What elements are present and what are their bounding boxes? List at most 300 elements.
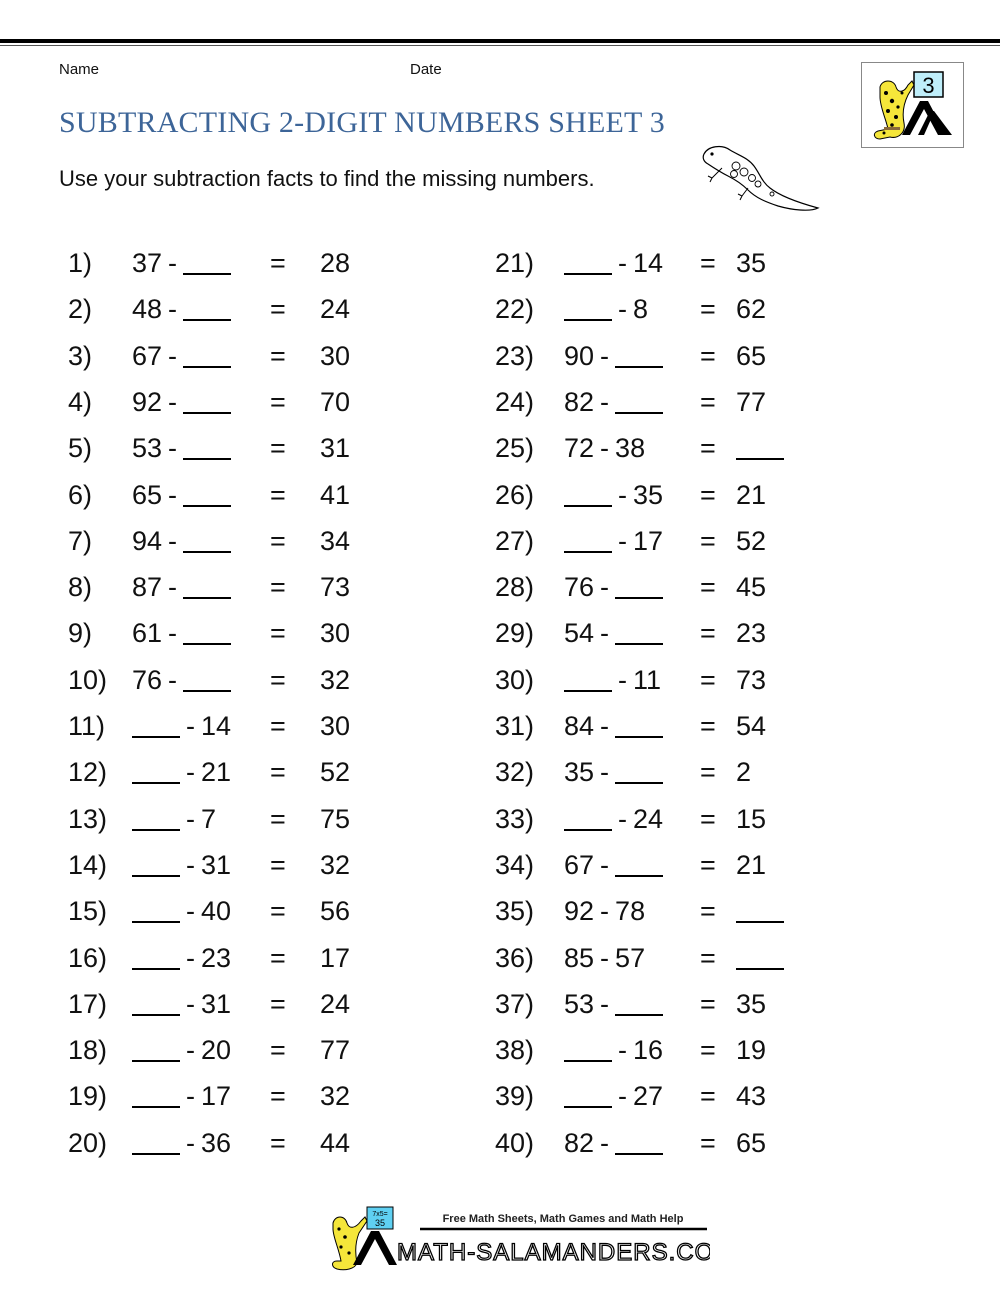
equals-sign: = [700,988,716,1019]
minuend: 61 [132,618,163,649]
minuend-blank[interactable] [564,289,612,321]
answer-value: 70 [320,386,351,417]
problem-number: 18) [68,1035,108,1066]
minus-sign: - [186,711,195,741]
problem-number: 11) [68,711,106,741]
answer-blank[interactable] [736,938,784,970]
subtrahend: 16 [633,1035,664,1066]
problem-25 [495,428,825,468]
problem-expression [132,1030,231,1070]
minuend: 65 [132,479,163,510]
top-rule-thin [0,45,1000,46]
answer-value: 30 [320,618,351,649]
minus-sign: - [600,433,610,464]
equals-sign: = [700,803,716,834]
problem-number: 9) [68,618,93,649]
problem-10 [68,660,398,700]
problem-expression [564,336,663,376]
subtrahend: 17 [633,525,664,556]
subtrahend: 11 [633,664,662,695]
equals-sign: = [700,248,716,278]
problem-expression [564,289,648,329]
subtrahend-blank[interactable] [183,428,231,460]
problem-number: 23) [495,340,535,371]
problem-7 [68,521,398,561]
problem-36 [495,938,825,978]
problem-number: 33) [495,803,535,834]
problem-expression [132,938,231,978]
subtrahend-blank[interactable] [615,752,663,784]
minuend: 48 [132,294,163,325]
answer-blank[interactable] [736,428,784,460]
equals-sign: = [270,711,286,741]
minuend: 54 [564,618,595,649]
problem-31 [495,706,825,746]
minuend-blank[interactable] [564,243,612,275]
equals-sign: = [270,1035,286,1066]
problem-expression [132,382,231,422]
problem-number: 29) [495,618,535,649]
problem-number: 21) [495,248,535,278]
problem-expression [132,475,231,515]
problem-number: 15) [68,896,108,927]
subtrahend-blank[interactable] [183,243,231,275]
minus-sign: - [186,896,195,927]
minuend-blank[interactable] [564,660,612,692]
equals-sign: = [270,942,286,973]
problem-number: 12) [68,757,108,788]
subtrahend: 23 [201,942,232,973]
problem-32 [495,752,825,792]
subtrahend: 57 [615,942,646,973]
minuend-blank[interactable] [132,752,180,784]
minus-sign: - [168,386,178,417]
subtrahend: 38 [615,433,646,464]
problem-number: 17) [68,988,108,1019]
answer-value: 21 [736,479,767,510]
subtrahend: 31 [201,988,232,1019]
problem-17 [68,984,398,1024]
minuend: 84 [564,711,595,741]
problem-expression [132,706,231,746]
equals-sign: = [270,572,286,603]
problem-expression [564,428,645,468]
problem-number: 37) [495,988,535,1019]
subtrahend: 40 [201,896,232,927]
problem-expression [564,613,663,653]
problem-23 [495,336,825,376]
name-label: Name [59,61,100,78]
page-title: SUBTRACTING 2-DIGIT NUMBERS SHEET 3 [59,106,665,139]
problem-expression [132,336,231,376]
problem-5 [68,428,398,468]
minus-sign: - [168,248,178,278]
problem-22 [495,289,825,329]
answer-value: 34 [320,525,351,556]
answer-value: 65 [736,1127,767,1158]
minus-sign: - [600,572,610,603]
subtrahend: 24 [633,803,664,834]
minuend-blank[interactable] [132,938,180,970]
minuend-blank[interactable] [132,984,180,1016]
problem-number: 26) [495,479,535,510]
minus-sign: - [618,664,627,695]
minus-sign: - [168,525,178,556]
answer-value: 24 [320,988,351,1019]
problem-expression [564,475,663,515]
salamander-illustration-icon [700,144,822,218]
problem-number: 28) [495,572,535,603]
problem-number: 5) [68,433,93,464]
problem-37 [495,984,825,1024]
problem-expression [564,752,663,792]
answer-value: 19 [736,1035,767,1066]
problem-number: 34) [495,849,535,880]
equals-sign: = [270,664,286,695]
problem-39 [495,1076,825,1116]
minus-sign: - [618,294,627,325]
problem-11 [68,706,398,746]
subtrahend-blank[interactable] [183,613,231,645]
subtrahend-blank[interactable] [183,521,231,553]
minus-sign: - [600,988,610,1019]
problem-6 [68,475,398,515]
answer-value: 65 [736,340,767,371]
minus-sign: - [600,896,610,927]
equals-sign: = [700,618,716,649]
problem-number: 22) [495,294,535,325]
answer-value: 73 [320,572,351,603]
minus-sign: - [168,664,178,695]
minus-sign: - [168,433,178,464]
problem-expression [564,521,663,561]
answer-value: 32 [320,664,351,695]
problem-19 [68,1076,398,1116]
subtrahend-blank[interactable] [615,567,663,599]
subtrahend-blank[interactable] [183,382,231,414]
problem-number: 24) [495,386,535,417]
equals-sign: = [700,479,716,510]
answer-value: 44 [320,1127,351,1158]
minuend-blank[interactable] [132,799,180,831]
answer-value: 15 [736,803,767,834]
problem-expression [564,845,663,885]
minus-sign: - [618,1081,627,1112]
footer-logo [325,1203,710,1273]
equals-sign: = [270,525,286,556]
problem-40 [495,1123,825,1163]
instructions: Use your subtraction facts to find the missing numbers. [59,166,595,191]
subtrahend: 14 [633,248,664,278]
equals-sign: = [700,711,716,741]
problem-3 [68,336,398,376]
minuend-blank[interactable] [564,799,612,831]
subtrahend: 78 [615,896,646,927]
minuend-blank[interactable] [132,1123,180,1155]
equals-sign: = [270,849,286,880]
minuend-blank[interactable] [564,1076,612,1108]
problem-expression [132,1123,231,1163]
subtrahend-blank[interactable] [183,660,231,692]
minus-sign: - [600,1127,610,1158]
answer-value: 17 [320,942,351,973]
problem-expression [132,521,231,561]
problem-number: 14) [68,849,108,880]
answer-value: 32 [320,1081,351,1112]
equals-sign: = [270,896,286,927]
subtrahend: 17 [201,1081,232,1112]
equals-sign: = [700,340,716,371]
problem-number: 38) [495,1035,535,1066]
equals-sign: = [270,433,286,464]
minuend-blank[interactable] [564,475,612,507]
equals-sign: = [700,386,716,417]
answer-value: 30 [320,711,351,741]
problem-number: 6) [68,479,93,510]
problem-expression [132,660,231,700]
svg-text:MATH-SALAMANDERS.COM: MATH-SALAMANDERS.COM [397,1239,710,1266]
problem-26 [495,475,825,515]
problem-number: 2) [68,294,93,325]
problem-number: 39) [495,1081,535,1112]
problem-30 [495,660,825,700]
problem-expression [132,428,231,468]
problem-expression [132,567,231,607]
equals-sign: = [700,942,716,973]
problem-expression [564,1123,663,1163]
equals-sign: = [700,294,716,325]
problem-33 [495,799,825,839]
minuend-blank[interactable] [132,845,180,877]
problem-expression [564,382,663,422]
subtrahend-blank[interactable] [615,845,663,877]
problem-expression [132,243,231,283]
problem-number: 36) [495,942,535,973]
equals-sign: = [700,525,716,556]
answer-value: 35 [736,988,767,1019]
subtrahend: 27 [633,1081,664,1112]
subtrahend: 21 [201,757,232,788]
answer-value: 23 [736,618,767,649]
minuend: 90 [564,340,595,371]
subtrahend-blank[interactable] [615,706,663,738]
problem-number: 3) [68,340,93,371]
problem-expression [132,289,231,329]
subtrahend-blank[interactable] [183,289,231,321]
minuend: 82 [564,1127,595,1158]
minuend-blank[interactable] [564,1030,612,1062]
subtrahend: 35 [633,479,664,510]
minus-sign: - [168,340,178,371]
minuend: 37 [132,248,163,278]
minus-sign: - [600,942,610,973]
answer-value: 52 [320,757,351,788]
problem-expression [132,845,231,885]
date-label: Date [410,61,442,78]
problem-20 [68,1123,398,1163]
equals-sign: = [270,1081,286,1112]
sheet-logo [861,62,964,148]
answer-blank[interactable] [736,891,784,923]
minus-sign: - [618,803,627,834]
problem-expression [564,984,663,1024]
problem-expression [564,938,645,978]
problem-21 [495,243,825,283]
subtrahend-blank[interactable] [183,336,231,368]
minus-sign: - [168,572,178,603]
minuend: 53 [564,988,595,1019]
answer-value: 52 [736,525,767,556]
problem-number: 19) [68,1081,108,1112]
problem-number: 32) [495,757,535,788]
problem-number: 40) [495,1127,535,1158]
problem-number: 31) [495,711,535,741]
equals-sign: = [700,433,716,464]
equals-sign: = [270,248,286,278]
minus-sign: - [186,803,195,834]
problem-8 [68,567,398,607]
answer-value: 77 [320,1035,351,1066]
minus-sign: - [600,757,610,788]
equals-sign: = [700,664,716,695]
minuend: 72 [564,433,595,464]
problem-34 [495,845,825,885]
answer-value: 62 [736,294,767,325]
equals-sign: = [700,1035,716,1066]
minuend: 87 [132,572,163,603]
subtrahend-blank[interactable] [183,475,231,507]
problem-4 [68,382,398,422]
subtrahend-blank[interactable] [615,613,663,645]
minus-sign: - [618,248,627,278]
minus-sign: - [186,988,195,1019]
minus-sign: - [600,340,610,371]
minus-sign: - [168,294,178,325]
minus-sign: - [168,618,178,649]
answer-value: 56 [320,896,351,927]
problem-expression [564,243,663,283]
minus-sign: - [186,849,195,880]
problem-number: 25) [495,433,535,464]
subtrahend: 31 [201,849,232,880]
subtrahend-blank[interactable] [615,1123,663,1155]
minuend: 82 [564,386,595,417]
equals-sign: = [270,294,286,325]
minuend: 76 [132,664,163,695]
problem-1 [68,243,398,283]
problem-number: 20) [68,1127,108,1158]
subtrahend-blank[interactable] [615,336,663,368]
minuend: 94 [132,525,163,556]
minus-sign: - [168,479,178,510]
equals-sign: = [700,572,716,603]
minus-sign: - [186,757,195,788]
equals-sign: = [270,386,286,417]
problem-16 [68,938,398,978]
problem-2 [68,289,398,329]
problem-15 [68,891,398,931]
problem-38 [495,1030,825,1070]
minus-sign: - [618,525,627,556]
problem-number: 27) [495,525,535,556]
problem-29 [495,613,825,653]
equals-sign: = [700,849,716,880]
equals-sign: = [270,340,286,371]
problem-expression [564,706,663,746]
minus-sign: - [618,479,627,510]
answer-value: 2 [736,757,752,788]
problem-number: 4) [68,386,93,417]
minuend: 67 [132,340,163,371]
problem-number: 30) [495,664,535,695]
problem-35 [495,891,825,931]
equals-sign: = [270,479,286,510]
problem-number: 16) [68,942,108,973]
answer-value: 45 [736,572,767,603]
minuend: 35 [564,757,595,788]
problem-expression [564,567,663,607]
minuend-blank[interactable] [132,891,180,923]
problem-number: 13) [68,803,108,834]
minuend-blank[interactable] [132,706,180,738]
problem-9 [68,613,398,653]
problem-number: 35) [495,896,535,927]
answer-value: 75 [320,803,351,834]
subtrahend-blank[interactable] [615,984,663,1016]
problem-expression [564,1030,663,1070]
subtrahend: 20 [201,1035,232,1066]
minuend-blank[interactable] [132,1076,180,1108]
subtrahend-blank[interactable] [183,567,231,599]
problem-18 [68,1030,398,1070]
problem-24 [495,382,825,422]
problem-number: 7) [68,525,93,556]
svg-text:7x5=: 7x5= [372,1211,388,1218]
answer-value: 24 [320,294,351,325]
subtrahend: 36 [201,1127,232,1158]
problem-expression [564,891,645,931]
salamander-teacher-icon [862,63,963,147]
problem-expression [564,660,661,700]
minuend-blank[interactable] [132,1030,180,1062]
problem-expression [132,1076,231,1116]
minus-sign: - [186,1127,195,1158]
math-salamanders-logo-icon [325,1203,710,1273]
minuend-blank[interactable] [564,521,612,553]
problem-number: 10) [68,664,108,695]
subtrahend: 7 [201,803,217,834]
answer-value: 30 [320,340,351,371]
minuend: 53 [132,433,163,464]
equals-sign: = [700,1127,716,1158]
equals-sign: = [270,988,286,1019]
minus-sign: - [600,386,610,417]
subtrahend: 8 [633,294,649,325]
minus-sign: - [186,942,195,973]
svg-text:35: 35 [374,1218,386,1228]
svg-text:Free Math Sheets, Math Games a: Free Math Sheets, Math Games and Math Help [442,1213,684,1225]
problem-14 [68,845,398,885]
answer-value: 35 [736,248,767,278]
problem-12 [68,752,398,792]
problem-number: 8) [68,572,93,603]
equals-sign: = [270,757,286,788]
problem-number: 1) [68,248,93,278]
minus-sign: - [618,1035,627,1066]
equals-sign: = [270,618,286,649]
subtrahend-blank[interactable] [615,382,663,414]
minus-sign: - [186,1035,195,1066]
